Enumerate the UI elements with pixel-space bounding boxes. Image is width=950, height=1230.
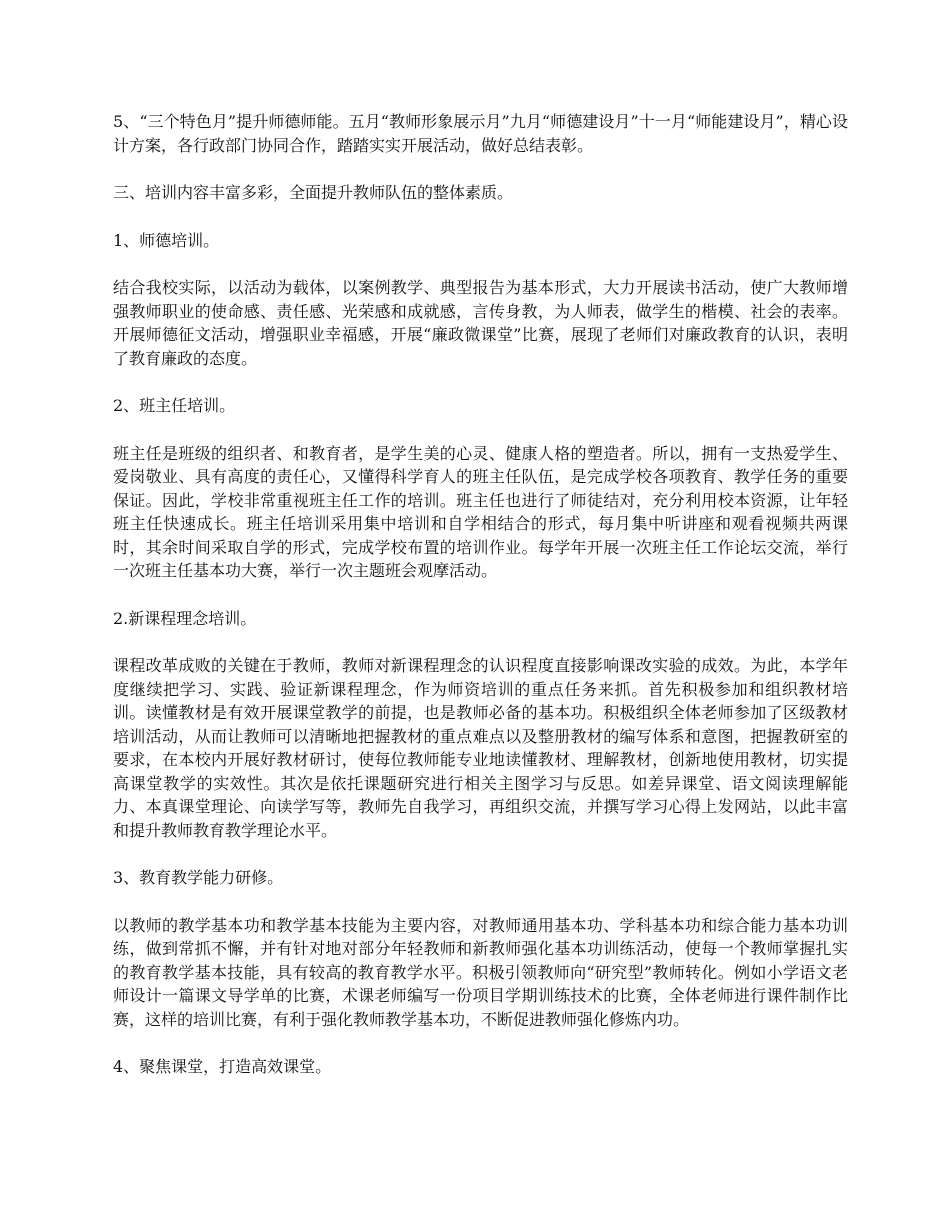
document-page (113, 110, 848, 1103)
subheading-class-teacher-training: 2、班主任培训。 (113, 396, 236, 415)
paragraph-new-curriculum-training: 课程改革成败的关键在于教师，教师对新课程理念的认识程度直接影响课改实验的成效。为此，本学年度继续把学习、实践、验证新课程理念，作为师资培训的重点任务来抓。首先积极参加和组织教材培训。读懂教材是有效开展课堂教学的前提，也是教师必备的基本功。积极组织全体老师参加了区级教材培训活动，从而让教师可以清晰地把握教材的重点难点以及整册教材的编写体系和意图，把握教研室的要求，在本校内开展好教材研讨，使每位教师能专业地读懂教材、理解教材，创新地使用教材，切实提高课堂教学的实效性。其次是依托课题研究进行相关主图学习与反思。如差异课堂、语文阅读理解能力、本真课堂理论、向读学写等，教师先自我学习，再组织交流，并撰写学习心得上发网站，以此丰富和提升教师教育教学理论水平。 (113, 656, 848, 840)
subheading-new-curriculum-training: 2.新课程理念培训。 (113, 608, 257, 628)
section-heading-training-content: 三、培训内容丰富多彩，全面提升教师队伍的整体素质。 (113, 183, 514, 202)
paragraph-ethics-training: 结合我校实际，以活动为载体，以案例教学、典型报告为基本形式，大力开展读书活动，使广大教师增强教师职业的使命感、责任感、光荣感和成就感，言传身教，为人师表，做学生的楷模、社会的表率。开展师德征文活动，增强职业幸福感，开展“廉政微课堂”比赛，展现了老师们对廉政教育的认识，表明了教育廉政的态度。 (113, 278, 848, 368)
subheading-ethics-training: 1、师德培训。 (113, 230, 220, 250)
paragraph-special-months: 5、“三个特色月”提升师德师能。五月“教师形象展示月”九月“师德建设月”十一月“师能建设月”，精心设计方案，各行政部门协同合作，踏踏实实开展活动，做好总结表彰。 (113, 112, 848, 155)
paragraph-teaching-ability: 以教师的教学基本功和教学基本技能为主要内容，对教师通用基本功、学科基本功和综合能力基本功训练，做到常抓不懈，并有针对地对部分年轻教师和新教师强化基本功训练活动，使每一个教师掌握扎实的教育教学基本技能，具有较高的教育教学水平。积极引领教师向“研究型”教师转化。例如小学语文老师设计一篇课文导学单的比赛，术课老师编写一份项目学期训练技术的比赛，全体老师进行课件制作比赛，这样的培训比赛，有利于强化教师教学基本功，不断促进教师强化修炼内功。 (113, 915, 848, 1029)
paragraph-class-teacher-training: 班主任是班级的组织者、和教育者，是学生美的心灵、健康人格的塑造者。所以，拥有一支热爱学生、爱岗敬业、具有高度的责任心，又懂得科学育人的班主任队伍，是完成学校各项教育、教学任务的重要保证。因此，学校非常重视班主任工作的培训。班主任也进行了师徒结对，充分利用校本资源，让年轻班主任快速成长。班主任培训采用集中培训和自学相结合的形式，每月集中听讲座和观看视频共两课时，其余时间采取自学的形式，完成学校布置的培训作业。每学年开展一次班主任工作论坛交流，举行一次班主任基本功大赛，举行一次主题班会观摩活动。 (113, 443, 848, 580)
subheading-efficient-classroom: 4、聚焦课堂，打造高效课堂。 (113, 1057, 332, 1076)
subheading-teaching-ability: 3、教育教学能力研修。 (113, 868, 284, 887)
